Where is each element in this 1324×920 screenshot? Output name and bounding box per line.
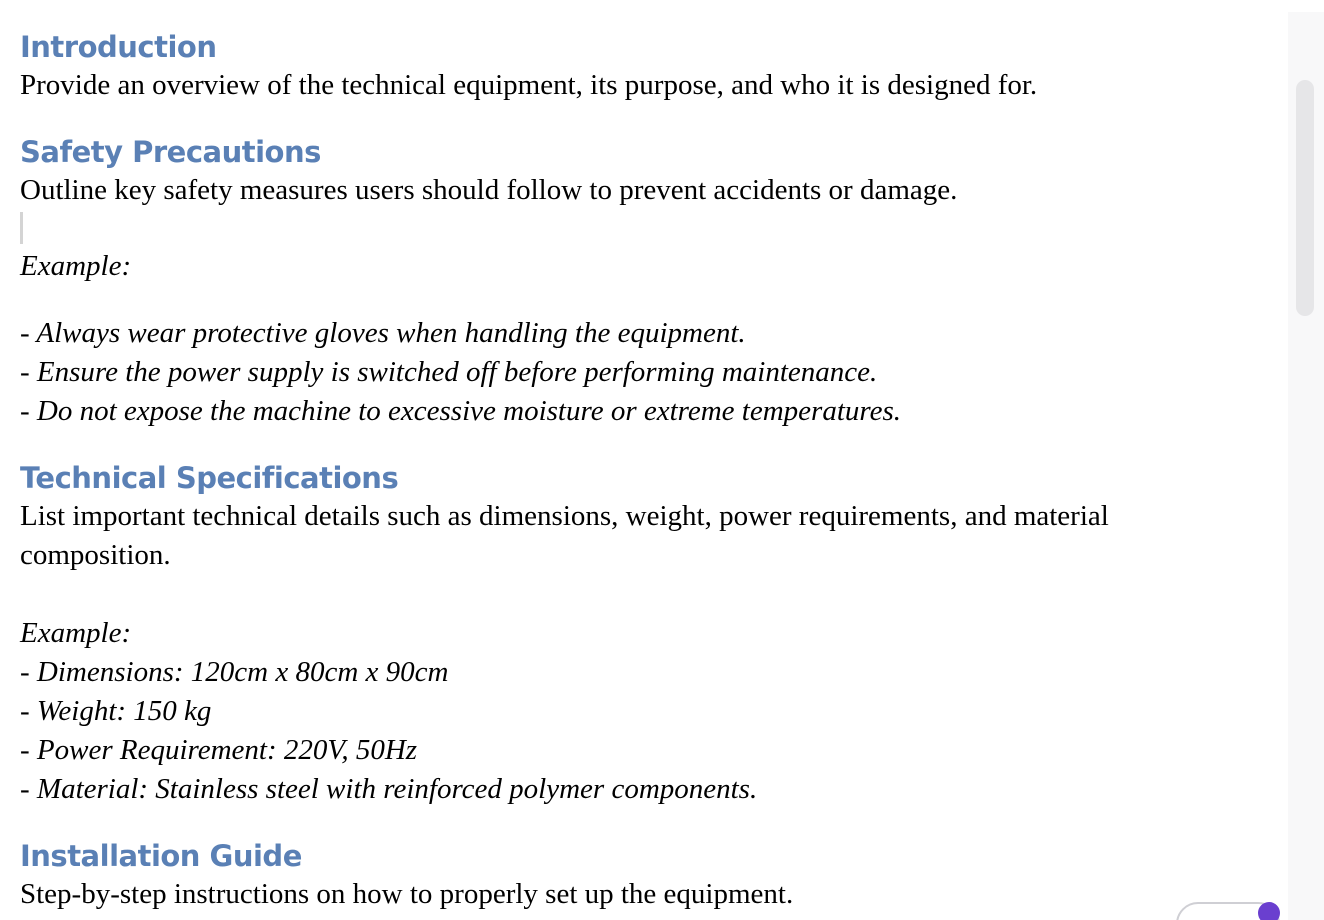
spacer: [20, 809, 1270, 837]
example-label-specifications: Example:: [20, 617, 132, 649]
spacer: [20, 286, 1270, 314]
spacer: [20, 431, 1270, 459]
list-item: - Weight: 150 kg: [20, 695, 212, 727]
list-item: - Do not expose the machine to excessive moisture or extreme temperatures.: [20, 395, 902, 427]
example-label-safety: Example:: [20, 250, 132, 282]
section-heading-introduction: Introduction: [20, 30, 217, 64]
vertical-scrollbar-thumb[interactable]: [1296, 80, 1314, 316]
notification-dot-icon: [1258, 902, 1280, 920]
document-body[interactable]: [20, 28, 1270, 914]
list-item: - Always wear protective gloves when handling the equipment.: [20, 317, 746, 349]
list-item: - Dimensions: 120cm x 80cm x 90cm: [20, 656, 449, 688]
spacer: [20, 575, 1270, 614]
section-text-safety: Outline key safety measures users should follow to prevent accidents or damage.: [20, 174, 958, 206]
list-item: - Power Requirement: 220V, 50Hz: [20, 734, 418, 766]
list-item: - Material: Stainless steel with reinforced polymer components.: [20, 773, 758, 805]
spacer: [20, 105, 1270, 133]
section-heading-safety: Safety Precautions: [20, 135, 321, 169]
list-item: - Ensure the power supply is switched off before performing maintenance.: [20, 356, 878, 388]
section-heading-installation: Installation Guide: [20, 839, 302, 873]
section-text-installation: Step-by-step instructions on how to properly set up the equipment.: [20, 878, 794, 910]
text-cursor: [20, 212, 23, 244]
section-text-specifications: List important technical details such as dimensions, weight, power requirements, and material composition.: [20, 500, 1109, 571]
section-heading-specifications: Technical Specifications: [20, 461, 399, 495]
section-text-introduction: Provide an overview of the technical equipment, its purpose, and who it is designed for.: [20, 69, 1038, 101]
